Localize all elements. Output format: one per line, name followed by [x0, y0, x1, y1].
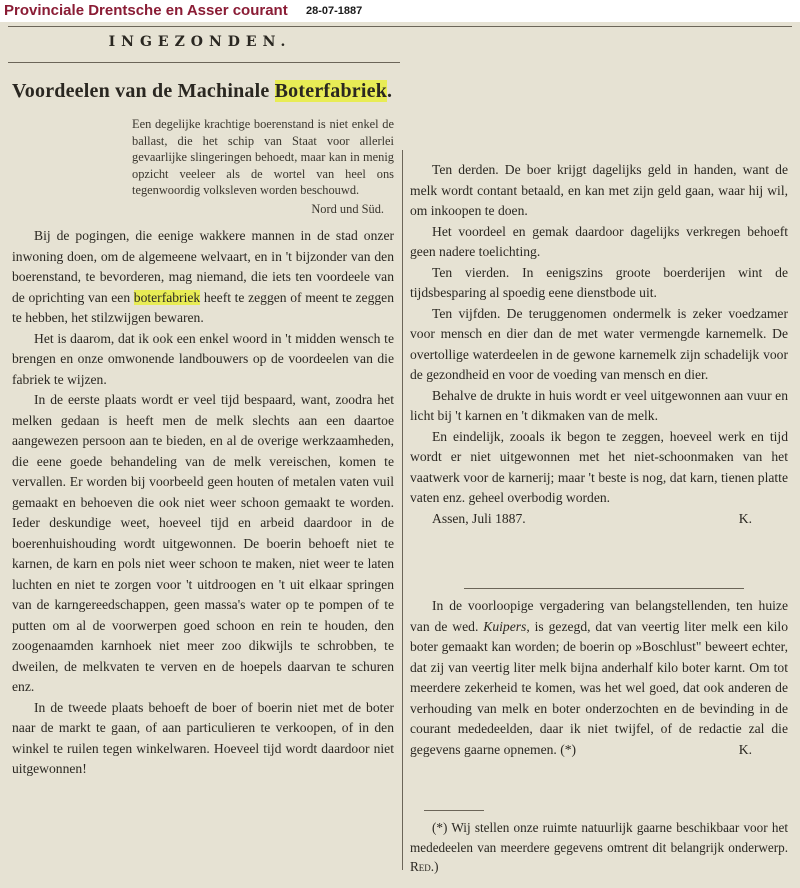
highlighted-keyword: Boterfabriek	[274, 80, 388, 102]
paragraph: In de eerste plaats wordt er veel tijd bespaard, want, zoodra het melken gedaan is heeft men de melk slechts aan een daartoe aangewezen persoon aan te bieden, en al de overige werkzaamheden, die eene goede behandeling van de melk vereischen, komen te vervallen. Er worden bij voorbeeld geen houten of metalen vaten vuil gemaakt en behoeven die ook niet weer schoon gemaakt te worden. Ieder deskundige weet, hoeveel tijd en arbeid daardoor in de boerenhuishouding wordt uitgewonnen. De boerin behoeft niet te karnen, de karn en pols niet weer schoon te maken, niet weer te laten luchten en niet te zorgen voor 't uitdroogen en 't uit elkaar springen van de karngereedschappen, geen massa's water op te pompen of te putten om al de voorwerpen goed schoon en rein te houden, den zoogenaamden karnhoek niet meer zoo dikwijls te schrobben, te dweilen, de melkvaten te verven en de hoepels daarvan te schuren enz.	[12, 392, 394, 694]
paragraph-text: In de voorloopige vergadering van belangstellenden, ten huize van de wed.	[410, 598, 788, 634]
paragraph: Ten vijfden. De teruggenomen ondermelk is zeker voedzamer voor mensch en dier dan de met water vermengde karnemelk. De overtollige waterdeelen in de gewone karnemelk zijn schadelijk voor de gezondheid en voor de voeding van mensch en dier.	[410, 305, 788, 382]
article-title-text: Voordeelen van de Machinale	[12, 80, 275, 102]
right-column	[410, 160, 788, 529]
left-column	[12, 226, 394, 780]
epigraph-source: Nord und Süd.	[311, 201, 384, 216]
newspaper-header-bar	[0, 0, 800, 22]
paragraph	[12, 226, 394, 329]
separator-rule	[464, 588, 744, 589]
highlighted-keyword: boterfabriek	[133, 289, 201, 305]
editorial-footnote	[410, 818, 788, 877]
article-title	[12, 80, 392, 103]
epigraph-text: Een degelijke krachtige boerenstand is niet enkel de ballast, die het schip van Staat voor allerlei gevaarlijke slingeringen behoedt, maar kan in menig opzicht veeleer als de wortel van heel ons tegenwoordig volksleven worden beschouwd.	[132, 117, 394, 197]
paragraph: Behalve de drukte in huis wordt er veel uitgewonnen aan vuur en licht bij 't karnen en 't dikmaken van de melk.	[410, 387, 788, 423]
section-rule	[8, 62, 400, 63]
paragraph-text: (*) Wij stellen onze ruimte natuurlijk gaarne beschikbaar voor het mededeelen van meerdere gegevens omtrent dit belangrijk onderwerp.	[410, 820, 788, 855]
epigraph	[132, 116, 394, 217]
signature-initial: K.	[738, 510, 752, 526]
paragraph-text: heeft te zeggen of meent te zeggen te hebben, het stilzwijgen bewaren.	[12, 289, 394, 325]
section-heading: INGEZONDEN.	[108, 34, 292, 50]
column-divider	[402, 150, 403, 870]
paragraph: In de tweede plaats behoeft de boer of boerin niet met de boter naar de markt te gaan, of aan particulieren te verkoopen, of in den winkel te ruilen tegen winkelwaren. Hoeveel tijd wordt daardoor niet uitgewonnen!	[12, 699, 394, 776]
publication-date: 28-07-1887	[306, 5, 363, 17]
second-item	[410, 596, 788, 761]
top-rule	[8, 26, 792, 27]
article-title-period: .	[387, 80, 393, 102]
paragraph: Ten derden. De boer krijgt dagelijks geld in handen, want de melk wordt contant betaald, en kan met zijn geld gaan, waar hij wil, om inkoopen te doen.	[410, 162, 788, 218]
paragraph: Het is daarom, dat ik ook een enkel woord in 't midden wensch te brengen en onze omwonende landbouwers op de voordeelen van die fabriek te wijzen.	[12, 330, 394, 387]
editor-mark: Red.	[410, 859, 435, 874]
paragraph-text: , is gezegd, dat van veertig liter melk een kilo boter gemaakt kan worden; de boerin op »Boschlust" beweert echter, dat zij van veertig liter melk bijna anderhalf kilo boter karnt. Om tot meerdere zekerheid te komen, was het wel goed, dat ook anderen de verhouding van melk en boter onderzochten en de bevinding in de courant mededeelden, daar ik niet twijfel, of de redactie zal die gegevens gaarne opnemen. (*)	[410, 618, 789, 757]
paragraph: Ten vierden. In eenigszins groote boerderijen wint de tijdsbesparing al spoedig eene dienstbode uit.	[410, 264, 788, 300]
paragraph	[410, 596, 788, 760]
paragraph-text: Bij de pogingen, die eenige wakkere mannen in de stad onzer inwoning doen, om de algemeene welvaart, en in 't bijzonder van den boerenstand, te bevorderen, mag niemand, die iets ten voordeele van de oprichting van een	[12, 228, 394, 305]
signature-place-date: Assen, Juli 1887.	[432, 510, 526, 526]
name-italic: Kuipers	[483, 618, 527, 634]
paragraph: Het voordeel en gemak daardoor dagelijks verkregen behoeft geen nadere toelichting.	[410, 223, 788, 259]
footnote-rule	[424, 810, 484, 811]
article-signature	[410, 509, 788, 530]
signature-initial: K.	[738, 742, 752, 757]
paragraph-text: )	[434, 859, 439, 874]
footnote-text	[410, 818, 788, 877]
newspaper-title: Provinciale Drentsche en Asser courant	[4, 2, 288, 19]
paragraph: En eindelijk, zooals ik begon te zeggen, hoeveel werk en tijd wordt er niet uitgewonnen met het niet-schoonmaken van het vaatwerk voor de karnerij; maar 't beste is nog, dat karn, tienen platte vaten enz. geheel overbodig worden.	[410, 428, 788, 505]
